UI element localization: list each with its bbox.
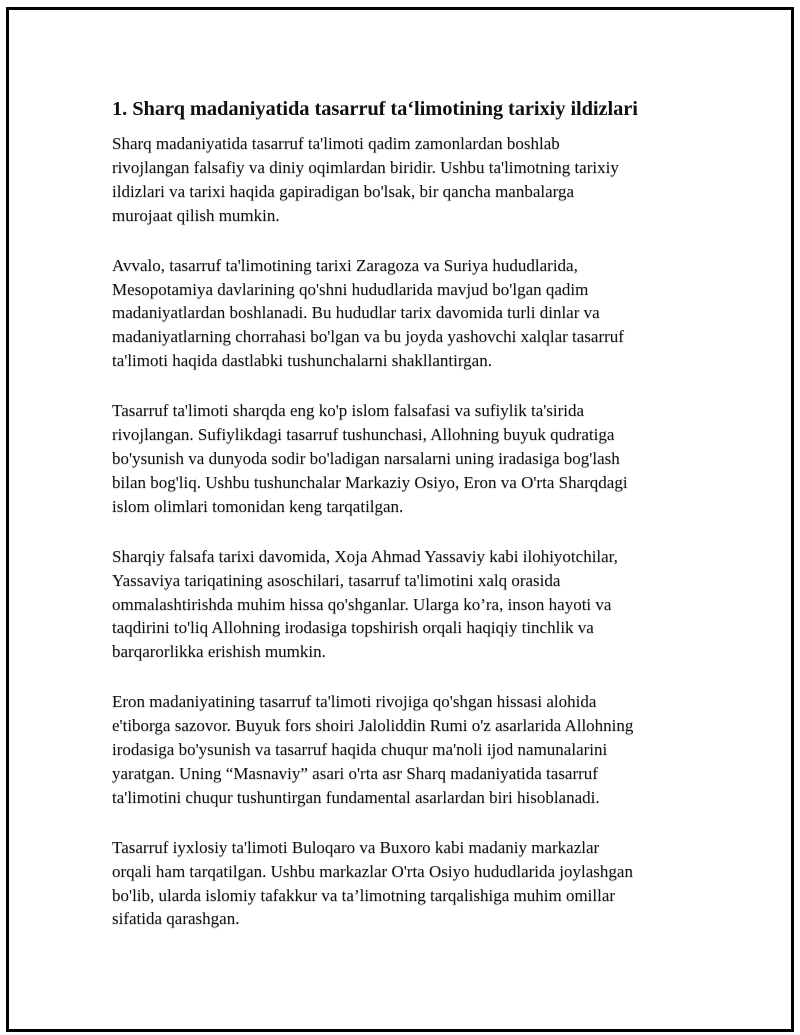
paragraph-6 — [112, 836, 692, 932]
paragraph-line: e'tiborga sazovor. Buyuk fors shoiri Jaloliddin Rumi o'z asarlarida Allohning — [112, 716, 634, 736]
paragraph-line: yaratgan. Uning “Masnaviy” asari o'rta asr Sharq madaniyatida tasarruf — [112, 763, 598, 783]
paragraph-line: sifatida qarashgan. — [112, 909, 240, 929]
paragraph-line: madaniyatlarning chorrahasi bo'lgan va bu joyda yashovchi xalqlar tasarruf — [112, 327, 624, 347]
paragraph-line: bo'lib, ularda islomiy tafakkur va ta’limotning tarqalishiga muhim omillar — [112, 885, 616, 905]
paragraph-line: irodasiga bo'ysunish va tasarruf haqida chuqur ma'noli ijod namunalarini — [112, 740, 608, 760]
paragraph-line: madaniyatlardan boshlanadi. Bu hududlar tarix davomida turli dinlar va — [112, 303, 600, 323]
paragraph-line: ommalashtirishda muhim hissa qo'shganlar. Ularga ko’ra, inson hayoti va — [112, 594, 612, 614]
paragraph-line: rivojlangan. Sufiylikdagi tasarruf tushunchasi, Allohning buyuk qudratiga — [112, 425, 615, 445]
paragraph-4 — [112, 545, 692, 665]
paragraph-line: rivojlangan falsafiy va diniy oqimlardan biridir. Ushbu ta'limotning tarixiy — [112, 157, 619, 177]
paragraph-line: barqarorlikka erishish mumkin. — [112, 642, 326, 662]
paragraph-line: orqali ham tarqatilgan. Ushbu markazlar O'rta Osiyo hududlarida joylashgan — [112, 861, 633, 881]
paragraph-line: Sharq madaniyatida tasarruf ta'limoti qadim zamonlardan boshlab — [112, 134, 560, 153]
paragraph-line: Mesopotamiya davlarining qo'shni hududlarida mavjud bo'lgan qadim — [112, 279, 589, 299]
paragraph-line: bo'ysunish va dunyoda sodir bo'ladigan narsalarni uning iradasiga bog'lash — [112, 448, 620, 468]
paragraph-line: Avvalo, tasarruf ta'limotining tarixi Zaragoza va Suriya hududlarida, — [112, 255, 578, 275]
document-title: 1. Sharq madaniyatida tasarruf ta‘limotining tarixiy ildizlari — [112, 98, 638, 120]
paragraph-line: Sharqiy falsafa tarixi davomida, Xoja Ahmad Yassaviy kabi ilohiyotchilar, — [112, 546, 618, 566]
paragraph-line: murojaat qilish mumkin. — [112, 205, 280, 225]
paragraph-2 — [112, 254, 692, 374]
paragraph-line: ildizlari va tarixi haqida gapiradigan bo'lsak, bir qancha manbalarga — [112, 181, 575, 201]
paragraph-line: Yassaviya tariqatining asoschilari, tasarruf ta'limotini xalq orasida — [112, 570, 561, 590]
paragraph-line: taqdirini to'liq Allohning irodasiga topshirish orqali haqiqiy tinchlik va — [112, 618, 594, 638]
paragraph-line: islom olimlari tomonidan keng tarqatilgan. — [112, 496, 404, 516]
paragraph-line: ta'limotini chuqur tushuntirgan fundamental asarlardan biri hisoblanadi. — [112, 787, 600, 807]
paragraph-1 — [112, 132, 692, 228]
paragraph-line: bilan bog'liq. Ushbu tushunchalar Markaziy Osiyo, Eron va O'rta Sharqdagi — [112, 472, 628, 492]
paragraph-line: Tasarruf ta'limoti sharqda eng ko'p islom falsafasi va sufiylik ta'sirida — [112, 401, 585, 421]
paragraph-line: Eron madaniyatining tasarruf ta'limoti rivojiga qo'shgan hissasi alohida — [112, 692, 597, 712]
paragraph-5 — [112, 690, 692, 810]
paragraph-line: ta'limoti haqida dastlabki tushunchalarni shakllantirgan. — [112, 351, 492, 371]
paragraph-line: Tasarruf iyxlosiy ta'limoti Buloqaro va Buxoro kabi madaniy markazlar — [112, 837, 600, 857]
paragraph-3 — [112, 399, 692, 519]
document-body — [112, 96, 692, 957]
